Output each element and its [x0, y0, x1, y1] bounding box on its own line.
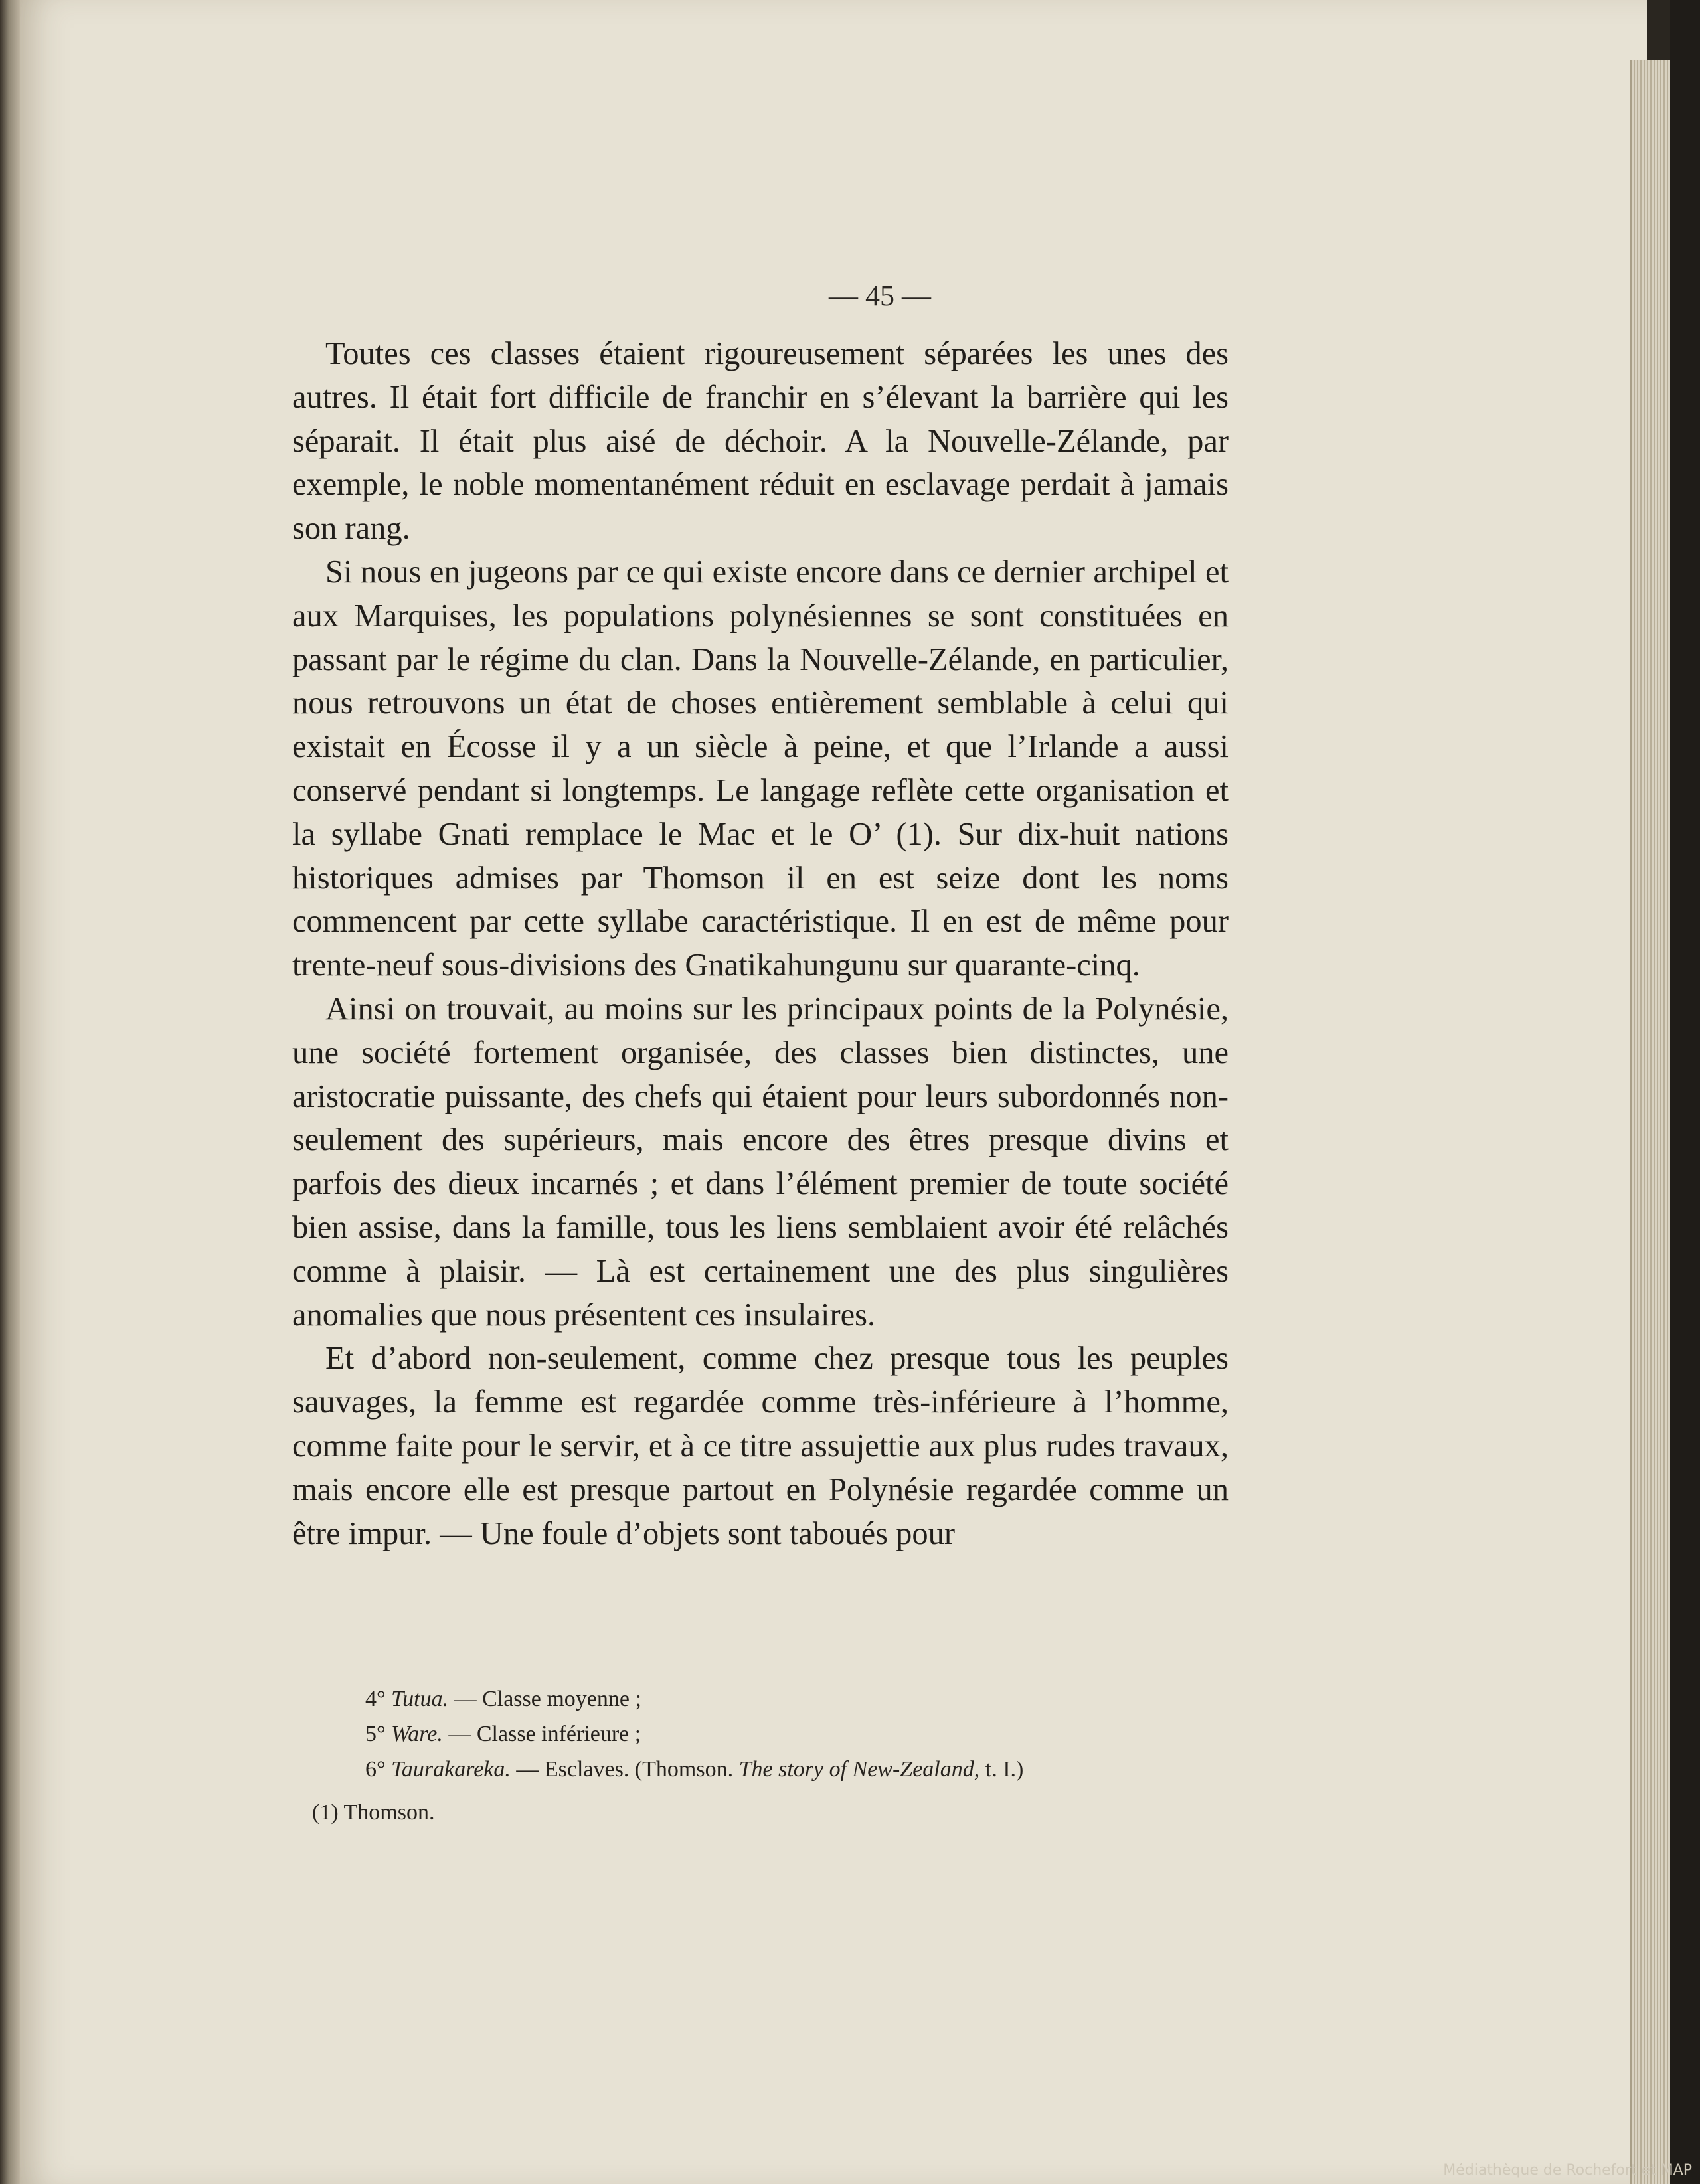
page-number: — 45 —	[829, 280, 931, 312]
paragraph: Et d’abord non-seulement, comme chez presque tous les peuples sauvages, la femme est regardée comme très-inférieure à l’homme, comme faite pour le servir, et à ce titre assujettie aux plus rudes travaux, mais encore elle est presque partout en Polynésie regardée comme un être impur. — Une foule d’objets sont taboués pour	[292, 1341, 1229, 1551]
paragraph: Si nous en jugeons par ce qui existe encore dans ce dernier archipel et aux Marquises, les populations polynésiennes se sont constituées en passant par le régime du clan. Dans la Nouvelle-Zélande, en particulier, nous retrouvons un état de choses entièrement semblable à celui qui existait en Écosse il y a un siècle à peine, et que l’Irlande a aussi conservé pendant si longtemps. Le langage reflète cette organisation et la syllabe Gnati remplace le Mac et le O’ (1). Sur dix-huit nations historiques admises par Thomson il en est seize dont les noms commencent par cette syllabe caractéristique. Il en est de même pour trente-neuf sous-divisions des Gnatikahungunu sur quarante-cinq.	[292, 554, 1229, 983]
page-stack-edge	[1630, 60, 1671, 2184]
scan-background	[1670, 0, 1700, 2184]
credit-watermark: Médiathèque de Rochefort et MAP	[1443, 2162, 1692, 2179]
paragraph: Toutes ces classes étaient rigoureusement séparées les unes des autres. Il était fort difficile de franchir en s’élevant la barrière qui les séparait. Il était plus aisé de déchoir. A la Nouvelle-Zélande, par exemple, le noble momentanément réduit en esclavage perdait à jamais son rang.	[292, 336, 1229, 546]
paragraph: Ainsi on trouvait, au moins sur les principaux points de la Polynésie, une société fortement organisée, des classes bien distinctes, une aristocratie puissante, des chefs qui étaient pour leurs subordonnés non-seulement des supérieurs, mais encore des êtres presque divins et parfois des dieux incarnés ; et dans l’élément premier de toute société bien assise, dans la famille, tous les liens semblaient avoir été relâchés comme à plaisir. — Là est certainement une des plus singulières anomalies que nous présentent ces insulaires.	[292, 991, 1229, 1333]
body-text	[292, 332, 1229, 1555]
book-gutter	[0, 0, 20, 2184]
footnotes	[312, 1681, 1255, 1830]
footnote-item: 4° Tutua. — Classe moyenne ;	[365, 1687, 641, 1711]
footnote-item: 6° Taurakareka. — Esclaves. (Thomson. The story of New-Zealand, t. I.)	[365, 1757, 1024, 1782]
footnote-item: 5° Ware. — Classe inférieure ;	[365, 1722, 641, 1746]
footnote-1: (1) Thomson.	[312, 1800, 435, 1825]
